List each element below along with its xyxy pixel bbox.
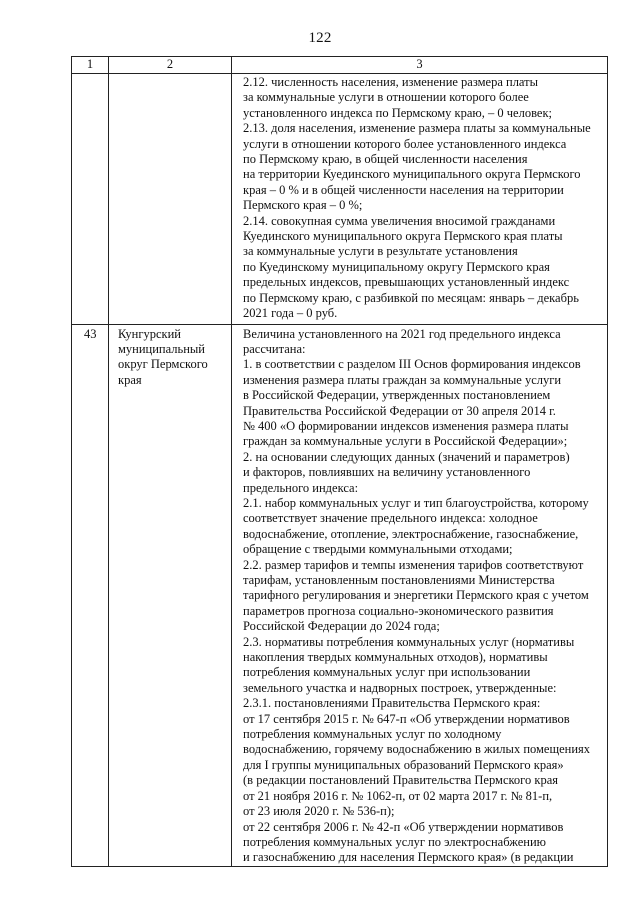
text-line: потребления коммунальных услуг по холодному	[243, 727, 502, 742]
text-line: обращение с твердыми коммунальными отходами;	[243, 542, 513, 557]
text-line: услуги в отношении которого более установленного индекса	[243, 136, 567, 151]
text-line: Куединского муниципального округа Пермского края платы	[243, 229, 563, 244]
text-line: Величина установленного на 2021 год предельного индекса	[243, 326, 561, 341]
text-line: изменения размера платы граждан за коммунальные услуги	[243, 372, 562, 387]
header-col-2: 2	[109, 57, 232, 74]
table-row	[72, 74, 608, 325]
row-number-cell	[72, 324, 109, 866]
content-lines	[232, 325, 607, 866]
table-row	[72, 324, 608, 866]
page-number: 122	[308, 30, 332, 46]
region-line: муниципальный	[118, 341, 205, 356]
header-col-1: 1	[72, 57, 109, 74]
header-col-3: 3	[232, 57, 608, 74]
text-line: 2.13. доля населения, изменение размера платы за коммунальные	[243, 121, 591, 136]
text-line: 2.2. размер тарифов и темпы изменения тарифов соответствуют	[243, 557, 584, 572]
text-line: от 22 сентября 2006 г. № 42-п «Об утверждении нормативов	[243, 819, 564, 834]
text-line: потребления коммунальных услуг при использовании	[243, 665, 531, 680]
text-line: предельного индекса:	[243, 480, 359, 495]
text-line: (в редакции постановлений Правительства Пермского края	[243, 773, 558, 788]
text-line: потребления коммунальных услуг по электроснабжению	[243, 834, 546, 849]
text-line: 1. в соответствии с разделом III Основ формирования индексов	[243, 357, 581, 372]
text-line: Правительства Российской Федерации от 30 апреля 2014 г.	[243, 403, 556, 418]
text-line: края – 0 % и в общей численности населения на территории	[243, 182, 564, 197]
text-line: от 21 ноября 2016 г. № 1062-п, от 02 марта 2017 г. № 81-п,	[243, 788, 553, 803]
text-line: по Куединскому муниципальному округу Пермского края	[243, 259, 550, 274]
region-line: края	[118, 372, 142, 387]
text-line: и факторов, повлиявших на величину установленного	[243, 465, 531, 480]
text-line: 2021 года – 0 руб.	[243, 306, 338, 321]
document-table	[71, 56, 608, 867]
region-cell	[109, 74, 232, 325]
text-line: по Пермскому краю, с разбивкой по месяцам: январь – декабрь	[243, 290, 579, 305]
text-line: и газоснабжению для населения Пермского края» (в редакции	[243, 850, 574, 865]
region-line: Кунгурский	[118, 326, 181, 341]
text-line: земельного участка и надворных построек, утвержденные:	[243, 680, 557, 695]
text-line: водоснабжение, отопление, электроснабжение, газоснабжение,	[243, 526, 579, 541]
text-line: граждан за коммунальные услуги в Российской Федерации»;	[243, 434, 568, 449]
text-line: 2.1. набор коммунальных услуг и тип благоустройства, которому	[243, 495, 589, 510]
text-line: по Пермскому краю, в общей численности населения	[243, 152, 528, 167]
text-line: за коммунальные услуги в результате установления	[243, 244, 518, 259]
text-line: за коммунальные услуги в отношении которого более	[243, 90, 529, 105]
text-line: от 17 сентября 2015 г. № 647-п «Об утверждении нормативов	[243, 711, 570, 726]
text-line: 2.14. совокупная сумма увеличения вносимой гражданами	[243, 213, 556, 228]
content-lines	[232, 74, 607, 324]
row-number: 43	[84, 326, 97, 341]
table-header-row	[72, 57, 608, 74]
text-line: 2.3.1. постановлениями Правительства Пермского края:	[243, 696, 541, 711]
text-line: соответствует значение предельного индекса: холодное	[243, 511, 538, 526]
content-cell	[232, 324, 608, 866]
text-line: параметров прогноза социально-экономического развития	[243, 603, 554, 618]
text-line: Российской Федерации до 2024 года;	[243, 619, 440, 634]
text-line: рассчитана:	[243, 341, 306, 356]
text-line: № 400 «О формировании индексов изменения размера платы	[243, 418, 569, 433]
region-line: округ Пермского	[118, 357, 208, 372]
text-line: тарифам, установленным постановлениями Министерства	[243, 573, 555, 587]
text-line: на территории Куединского муниципального округа Пермского	[243, 167, 581, 182]
text-line: 2.3. нормативы потребления коммунальных услуг (нормативы	[243, 634, 575, 649]
text-line: в Российской Федерации, утвержденных постановлением	[243, 388, 551, 403]
row-number-cell	[72, 74, 109, 325]
text-line: Пермского края – 0 %;	[243, 198, 363, 213]
row-number	[72, 74, 108, 76]
text-line: для I группы муниципальных образований Пермского края»	[243, 757, 564, 772]
text-line: 2. на основании следующих данных (значений и параметров)	[243, 449, 570, 464]
text-line: от 23 июля 2020 г. № 536-п);	[243, 804, 395, 819]
text-line: накопления твердых коммунальных отходов), нормативы	[243, 650, 548, 665]
text-line: водоснабжению, горячему водоснабжению в жилых помещениях	[243, 742, 591, 757]
region-cell	[109, 324, 232, 866]
text-line: установленного индекса по Пермскому краю, – 0 человек;	[243, 105, 553, 120]
text-line: 2.12. численность населения, изменение размера платы	[243, 75, 539, 89]
region-name	[109, 325, 231, 389]
text-line: тарифного регулирования и энергетики Пермского края с учетом	[243, 588, 589, 603]
text-line: предельных индексов, превышающих установленный индекс	[243, 275, 570, 290]
content-cell	[232, 74, 608, 325]
